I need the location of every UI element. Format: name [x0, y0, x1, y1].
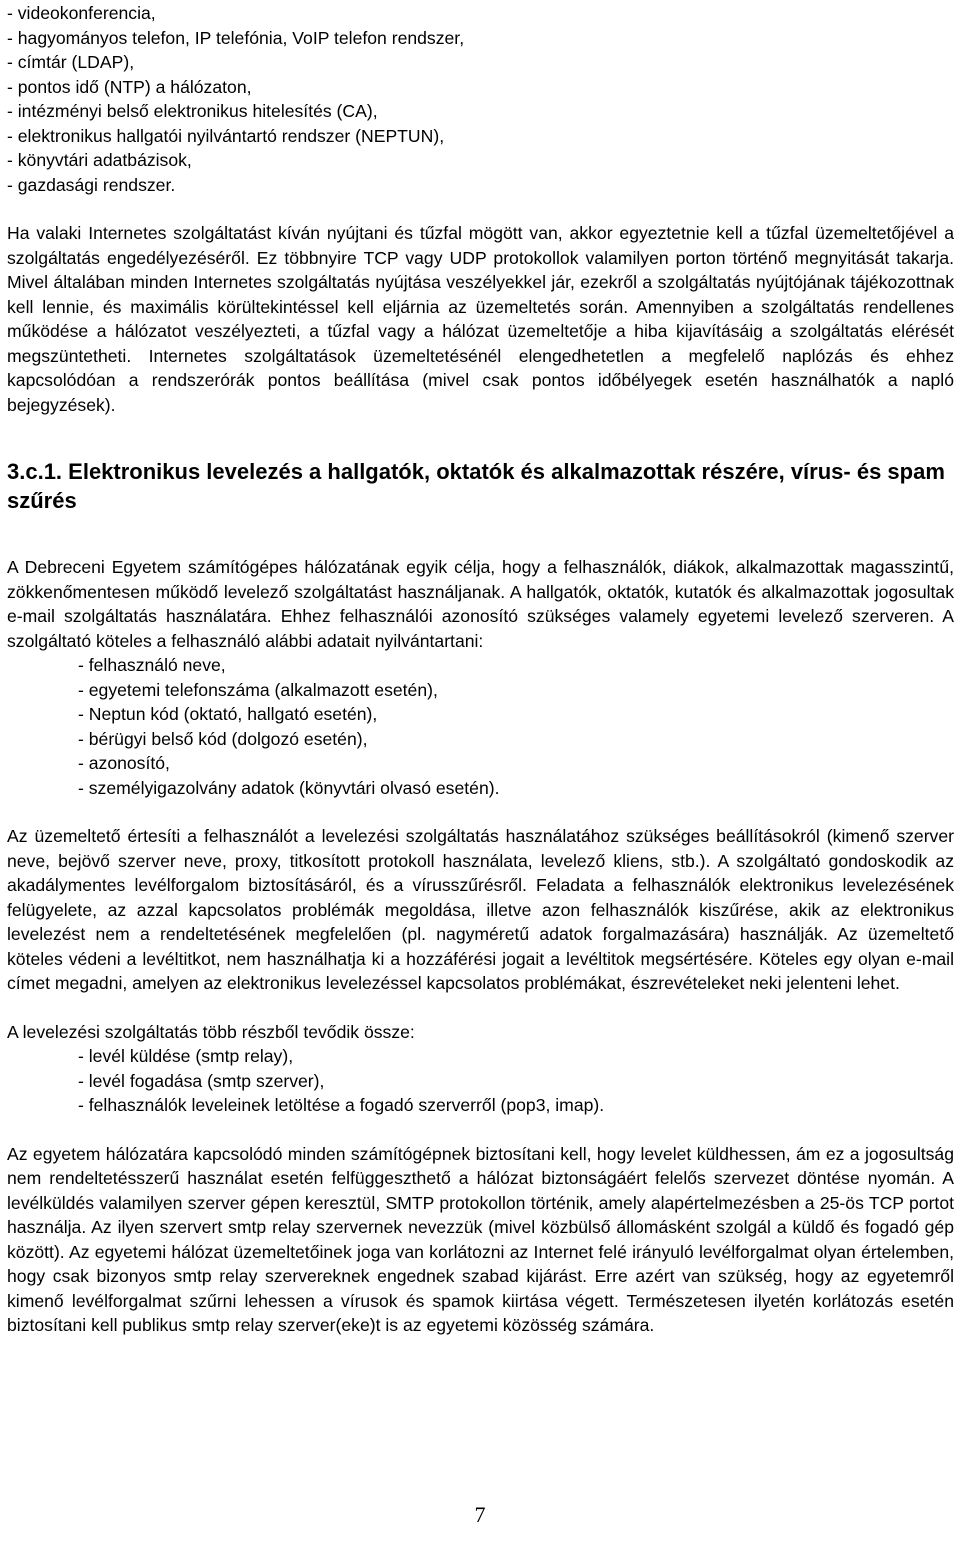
paragraph-operator: Az üzemeltető értesíti a felhasználót a levelezési szolgáltatás használatához szükséges beállításokról (kimenő szerver neve, bejövő szerver neve, proxy, titkosított protokoll használata, levelező kliens, stb.). A szolgáltató gondoskodik az akadálymentes levélforgalom biztosításáról, és a vírusszűrésről. Feladata a felhasználók elektronikus levelezésének felügyelete, az azzal kapcsolatos problémák megoldása, illetve azon felhasználók kiszűrése, akik az elektronikus levelezést nem a rendeltetésének megfelelően (pl. nagyméretű adatok forgalmazására) használják. Az üzemeltető köteles védeni a levéltitkot, nem használhatja ki a hozzáférési jogait a levéltitok megsértésére. Köteles egy olyan e-mail címet megadni, amelyen az elektronikus levelezéssel kapcsolatos problémákat, észrevételeket neki jelenteni lehet. [7, 826, 954, 993]
list-item: - videokonferencia, [7, 1, 954, 26]
list-item: - felhasználó neve, [78, 653, 954, 678]
list-item: - címtár (LDAP), [7, 50, 954, 75]
list-item: - gazdasági rendszer. [7, 173, 954, 198]
parts-list [7, 1044, 954, 1118]
list-item: - egyetemi telefonszáma (alkalmazott esetén), [78, 678, 954, 703]
spacer [7, 515, 954, 555]
list-item: - azonosító, [78, 751, 954, 776]
service-list [7, 1, 954, 197]
list-item: - levél fogadása (smtp szerver), [78, 1069, 954, 1094]
paragraph-intro: A Debreceni Egyetem számítógépes hálózatának egyik célja, hogy a felhasználók, diákok, alkalmazottak magasszintű, zökkenőmentesen működő levelező szolgáltatást használjanak. A hallgatók, oktatók, kutatók és alkalmazottak jogosultak e-mail szolgáltatás használatára. Ehhez felhasználói azonosító szükséges valamely egyetemi levelező szerveren. A szolgáltató köteles a felhasználó alábbi adatait nyilvántartani: [7, 557, 954, 651]
list-item: - elektronikus hallgatói nyilvántartó rendszer (NEPTUN), [7, 124, 954, 149]
spacer [7, 417, 954, 457]
paragraph-smtp: Az egyetem hálózatára kapcsolódó minden számítógépnek biztosítani kell, hogy levelet küldhessen, ám ez a jogosultság nem rendeltetésszerű használat esetén felfüggeszthető a hálózat biztonságáért felelős szervezet döntése nyomán. A levélküldés valamilyen szerver gépen keresztül, SMTP protokollon történik, amely alapértelmezésben a 25-ös TCP portot használja. Az ilyen szervert smtp relay szervernek nevezzük (mivel közbülső állomásként szolgál a küldő és fogadó gép között). Az egyetemi hálózat üzemeltetőinek joga van korlátozni az Internet felé irányuló levélforgalmat olyan értelemben, hogy csak bizonyos smtp relay szervereknek engednek szabad kijárást. Erre azért van szükség, hogy az egyetemről kimenő levélforgalmat szűrni lehessen a vírusok és spamok kiirtása végett. Természetesen ilyetén korlátozás esetén biztosítani kell publikus smtp relay szerver(eke)t is az egyetemi közösség számára. [7, 1143, 954, 1335]
document-page [7, 1, 954, 1338]
list-item: - hagyományos telefon, IP telefónia, VoIP telefon rendszer, [7, 26, 954, 51]
spacer [7, 1118, 954, 1142]
list-item: - levél küldése (smtp relay), [78, 1044, 954, 1069]
list-item: - intézményi belső elektronikus hitelesítés (CA), [7, 99, 954, 124]
list-item: - Neptun kód (oktató, hallgató esetén), [78, 702, 954, 727]
section-heading: 3.c.1. Elektronikus levelezés a hallgatók, oktatók és alkalmazottak részére, vírus- és spam szűrés [7, 459, 945, 513]
list-item: - személyigazolvány adatok (könyvtári olvasó esetén). [78, 776, 954, 801]
list-item: - bérügyi belső kód (dolgozó esetén), [78, 727, 954, 752]
spacer [7, 996, 954, 1020]
paragraph-firewall: Ha valaki Internetes szolgáltatást kíván nyújtani és tűzfal mögött van, akkor egyeztetnie kell a tűzfal üzemeltetőjével a szolgáltatás engedélyezéséről. Ez többnyire TCP vagy UDP protokollok valamilyen porton történő megnyitását takarja. Mivel általában minden Internetes szolgáltatás nyújtása veszélyekkel jár, ezekről a szolgáltatás nyújtójának tájékozottnak kell lennie, és maximális körültekintéssel kell eljárnia az üzemeltetés során. Amennyiben a szolgáltatás rendellenes működése a hálózatot veszélyezteti, a tűzfal vagy a hálózat üzemeltetője a hiba kijavításáig a szolgáltatás elérését megszüntetheti. Internetes szolgáltatások üzemeltetésénél elengedhetetlen a megfelelő naplózás és ehhez kapcsolódóan a rendszerórák pontos beállítása (mivel csak pontos időbélyegek esetén használhatók a napló bejegyzések). [7, 223, 954, 415]
list-item: - felhasználók leveleinek letöltése a fogadó szerverről (pop3, imap). [78, 1093, 954, 1118]
spacer [7, 800, 954, 824]
paragraph-parts-intro: A levelezési szolgáltatás több részből tevődik össze: [7, 1021, 415, 1042]
user-data-list [7, 653, 954, 800]
page-number: 7 [474, 1502, 486, 1527]
list-item: - könyvtári adatbázisok, [7, 148, 954, 173]
list-item: - pontos idő (NTP) a hálózaton, [7, 75, 954, 100]
spacer [7, 197, 954, 221]
